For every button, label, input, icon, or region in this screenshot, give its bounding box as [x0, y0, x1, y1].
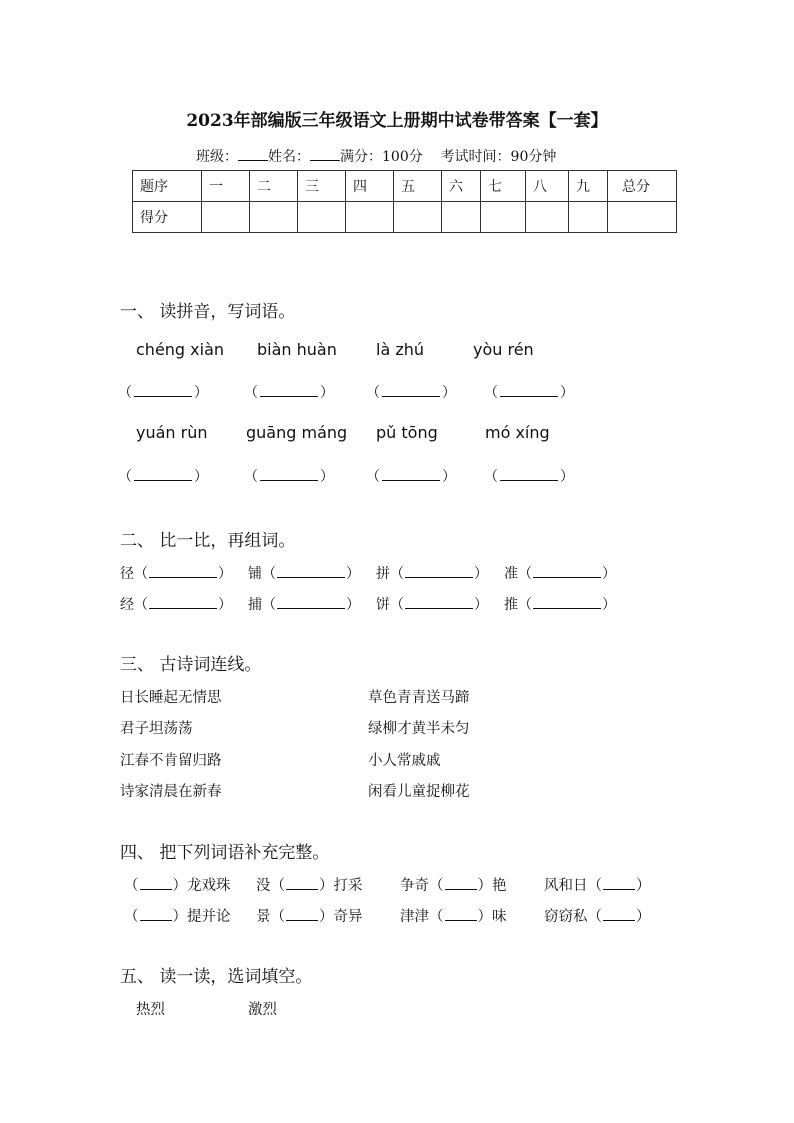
paren-open: （	[244, 385, 258, 401]
score-cell[interactable]	[526, 202, 569, 233]
score-cell[interactable]	[608, 202, 677, 233]
paren-open: （	[118, 385, 132, 401]
answer-blank[interactable]	[244, 382, 334, 402]
answer-blank[interactable]	[244, 466, 334, 486]
class-label: 班级：	[196, 149, 238, 165]
poem-line-left[interactable]: 日长睡起无情思	[120, 690, 222, 706]
idiom-post: ）艳	[477, 878, 507, 894]
paren-close: ）	[320, 385, 334, 401]
paren-close: ）	[474, 566, 488, 582]
compare-char: 准	[504, 566, 518, 582]
compare-item[interactable]	[376, 563, 488, 583]
answer-blank[interactable]	[366, 466, 456, 486]
compare-char: 经	[120, 597, 134, 613]
compare-char: 铺	[248, 566, 262, 582]
idiom-post: ）味	[477, 909, 507, 925]
full-marks: 满分：100分	[340, 149, 423, 165]
idiom-item[interactable]	[544, 905, 651, 926]
score-header-cell: 二	[250, 171, 298, 202]
answer-blank[interactable]	[118, 382, 208, 402]
score-header-cell: 七	[481, 171, 526, 202]
score-cell[interactable]	[569, 202, 608, 233]
score-table-score-row	[133, 202, 677, 233]
score-header-cell: 四	[346, 171, 394, 202]
idiom-item[interactable]	[256, 874, 363, 895]
score-header-cell: 三	[298, 171, 346, 202]
poem-line-right[interactable]: 草色青青送马蹄	[368, 690, 470, 706]
paren-close: ）	[346, 597, 360, 613]
paren-close: ）	[218, 566, 232, 582]
answer-line	[405, 597, 473, 609]
compare-char: 推	[504, 597, 518, 613]
idiom-item[interactable]	[400, 905, 507, 926]
paren-open: （	[134, 566, 148, 582]
answer-blank[interactable]	[366, 382, 456, 402]
idiom-item[interactable]	[124, 874, 231, 895]
idiom-pre: 争奇（	[400, 878, 444, 894]
paren-open: （	[118, 469, 132, 485]
pinyin-item: pǔ tōng	[376, 423, 438, 442]
answer-line	[277, 566, 345, 578]
answer-line	[500, 385, 558, 397]
paren-open: （	[484, 469, 498, 485]
answer-line	[134, 469, 192, 481]
score-row-label: 得分	[133, 202, 202, 233]
idiom-post: ）提并论	[172, 909, 231, 925]
section-4-title: 四、 把下列词语补充完整。	[120, 843, 330, 863]
pinyin-item: guāng máng	[246, 423, 348, 442]
pinyin-item: chéng xiàn	[136, 340, 225, 359]
compare-item[interactable]	[504, 594, 616, 614]
idiom-post: ）	[636, 909, 651, 925]
word-choice: 热烈	[136, 1002, 165, 1018]
answer-line	[149, 597, 217, 609]
paren-close: ）	[346, 566, 360, 582]
paren-close: ）	[602, 597, 616, 613]
answer-line	[533, 597, 601, 609]
section-3-title: 三、 古诗词连线。	[120, 655, 262, 675]
answer-line	[260, 385, 318, 397]
answer-line	[445, 878, 477, 890]
idiom-post: ）龙戏珠	[172, 878, 231, 894]
paren-open: （	[262, 597, 276, 613]
score-header-cell: 一	[202, 171, 250, 202]
paren-open: （	[244, 469, 258, 485]
paren-close: ）	[442, 385, 456, 401]
pinyin-item: yòu rén	[473, 340, 534, 359]
score-cell[interactable]	[481, 202, 526, 233]
paren-open: （	[390, 597, 404, 613]
score-cell[interactable]	[394, 202, 442, 233]
poem-line-left[interactable]: 江春不肯留归路	[120, 753, 222, 769]
idiom-item[interactable]	[256, 905, 363, 926]
idiom-pre: 没（	[256, 878, 285, 894]
answer-line	[134, 385, 192, 397]
compare-char: 拼	[376, 566, 390, 582]
compare-item[interactable]	[248, 594, 360, 614]
idiom-pre: （	[124, 909, 139, 925]
answer-line	[382, 469, 440, 481]
paren-close: ）	[194, 385, 208, 401]
compare-char: 捕	[248, 597, 262, 613]
compare-char: 径	[120, 566, 134, 582]
pinyin-item: là zhú	[376, 340, 425, 359]
poem-line-left[interactable]: 诗家清晨在新春	[120, 784, 222, 800]
paren-open: （	[262, 566, 276, 582]
paren-open: （	[366, 469, 380, 485]
paren-open: （	[366, 385, 380, 401]
idiom-pre: 景（	[256, 909, 285, 925]
name-label: 姓名：	[268, 149, 310, 165]
answer-line	[277, 597, 345, 609]
answer-line	[260, 469, 318, 481]
answer-line	[533, 566, 601, 578]
answer-line	[286, 878, 318, 890]
exam-info	[196, 146, 556, 166]
name-blank[interactable]	[310, 148, 340, 161]
pinyin-item: yuán rùn	[136, 423, 208, 442]
idiom-post: ）打采	[319, 878, 363, 894]
answer-line	[500, 469, 558, 481]
paren-open: （	[484, 385, 498, 401]
paren-close: ）	[194, 469, 208, 485]
compare-item[interactable]	[120, 563, 232, 583]
answer-line	[140, 909, 172, 921]
pinyin-item: biàn huàn	[257, 340, 337, 359]
answer-blank[interactable]	[484, 382, 574, 402]
exam-time: 考试时间：90分钟	[440, 149, 557, 165]
pinyin-item: mó xíng	[485, 423, 550, 442]
section-2-title: 二、 比一比，再组词。	[120, 531, 296, 551]
score-cell[interactable]	[250, 202, 298, 233]
paren-close: ）	[474, 597, 488, 613]
poem-line-right[interactable]: 绿柳才黄半未匀	[368, 721, 470, 737]
compare-item[interactable]	[248, 563, 360, 583]
paren-open: （	[518, 597, 532, 613]
score-cell[interactable]	[346, 202, 394, 233]
idiom-pre: 窃窃私（	[544, 909, 602, 925]
class-blank[interactable]	[238, 148, 268, 161]
answer-line	[445, 909, 477, 921]
idiom-item[interactable]	[400, 874, 507, 895]
paren-close: ）	[320, 469, 334, 485]
score-header-cell: 八	[526, 171, 569, 202]
paren-open: （	[134, 597, 148, 613]
answer-line	[149, 566, 217, 578]
answer-line	[405, 566, 473, 578]
paren-close: ）	[560, 469, 574, 485]
answer-blank[interactable]	[484, 466, 574, 486]
poem-line-right[interactable]: 闲看儿童捉柳花	[368, 784, 470, 800]
compare-item[interactable]	[120, 594, 232, 614]
idiom-post: ）奇异	[319, 909, 363, 925]
word-choice: 激烈	[248, 1002, 277, 1018]
idiom-item[interactable]	[544, 874, 651, 895]
answer-blank[interactable]	[118, 466, 208, 486]
paren-close: ）	[560, 385, 574, 401]
paren-open: （	[390, 566, 404, 582]
idiom-pre: 津津（	[400, 909, 444, 925]
poem-line-left[interactable]: 君子坦荡荡	[120, 721, 193, 737]
score-cell[interactable]	[202, 202, 250, 233]
score-table-header-row	[133, 171, 677, 202]
section-1-title: 一、 读拼音，写词语。	[120, 302, 296, 322]
score-cell[interactable]	[298, 202, 346, 233]
score-header-cell: 六	[442, 171, 481, 202]
paren-close: ）	[602, 566, 616, 582]
score-header-cell: 题序	[133, 171, 202, 202]
score-header-cell: 总分	[608, 171, 677, 202]
page-title: 2023年部编版三年级语文上册期中试卷带答案【一套】	[186, 111, 608, 131]
score-header-cell: 五	[394, 171, 442, 202]
idiom-item[interactable]	[124, 905, 231, 926]
answer-line	[603, 909, 635, 921]
idiom-pre: 风和日（	[544, 878, 602, 894]
answer-line	[382, 385, 440, 397]
compare-char: 饼	[376, 597, 390, 613]
paren-open: （	[518, 566, 532, 582]
answer-line	[603, 878, 635, 890]
score-header-cell: 九	[569, 171, 608, 202]
score-table	[132, 170, 677, 233]
paren-close: ）	[218, 597, 232, 613]
answer-line	[140, 878, 172, 890]
section-5-title: 五、 读一读，选词填空。	[120, 967, 313, 987]
poem-line-right[interactable]: 小人常戚戚	[368, 753, 441, 769]
compare-item[interactable]	[504, 563, 616, 583]
paren-close: ）	[442, 469, 456, 485]
idiom-post: ）	[636, 878, 651, 894]
answer-line	[286, 909, 318, 921]
score-cell[interactable]	[442, 202, 481, 233]
idiom-pre: （	[124, 878, 139, 894]
compare-item[interactable]	[376, 594, 488, 614]
